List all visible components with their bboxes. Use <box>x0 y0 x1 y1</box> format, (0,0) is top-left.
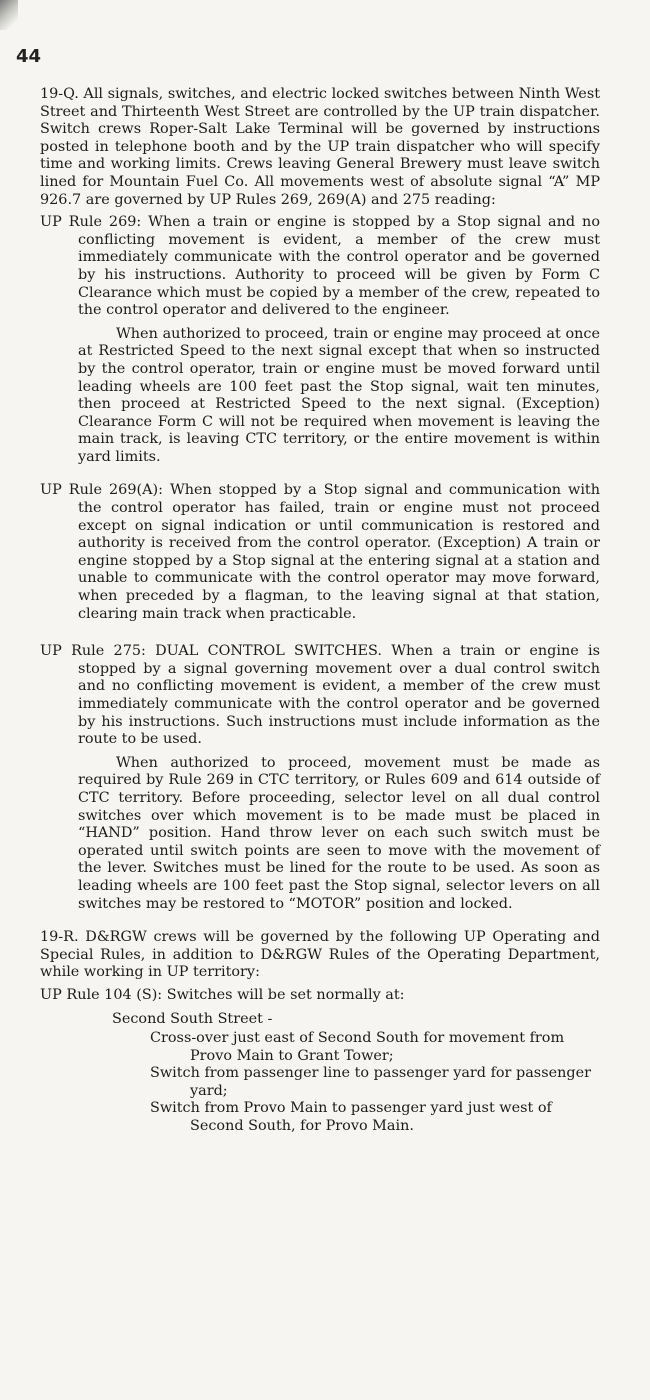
spacer <box>40 913 600 929</box>
spacer <box>40 627 600 643</box>
rule-275-continued: When authorized to proceed, movement must be made as required by Rule 269 in CTC territory, or Rules 609 and 614 outside of CTC territory. Before proceeding, selector level on all dual control switches over which movement is to be made must be placed in “HAND” position. Hand throw lever on each such switch must be operated until switch points are seen to move with the movement of the lever. Switches must be lined for the route to be used. As soon as leading wheels are 100 feet past the Stop signal, selector levers on all switches may be restored to “MOTOR” position and locked. <box>78 754 600 912</box>
page-corner-shadow <box>0 0 18 30</box>
rule-104s: UP Rule 104 (S): Switches will be set normally at: <box>40 986 405 1003</box>
switch-item: Switch from passenger line to passenger yard for passenger yard; <box>150 1065 591 1099</box>
page-content <box>40 86 600 1136</box>
switch-item: Switch from Provo Main to passenger yard just west of Second South, for Provo Main. <box>150 1100 552 1135</box>
rule-269a: UP Rule 269(A): When stopped by a Stop signal and communication with the control operator has failed, train or engine must not proceed except on signal indication or until communication is restored and authority is received from the control operator. (Exception) A train or engine stopped by a Stop signal at the entering signal at a station and unable to communicate with the control operator may move forward, when preceded by a flagman, to the leaving signal at that station, clearing main track when practicable. <box>40 482 600 622</box>
rule-275: UP Rule 275: DUAL CONTROL SWITCHES. When a train or engine is stopped by a signal governing movement over a dual control switch and no conflicting movement is evident, a member of the crew must immediately communicate with the control operator and be governed by his instructions. Such instructions must include information as the route to be used. <box>40 643 600 748</box>
spacer <box>40 466 600 482</box>
paragraph-19r: 19-R. D&RGW crews will be governed by the following UP Operating and Special Rules, in addition to D&RGW Rules of the Operating Department, while working in UP territory: <box>40 929 600 981</box>
switch-item: Cross-over just east of Second South for movement from Provo Main to Grant Tower; <box>150 1030 565 1064</box>
paragraph-19q: 19-Q. All signals, switches, and electric locked switches between Ninth West Street and Thirteenth West Street are controlled by the UP train dispatcher. Switch crews Roper-Salt Lake Terminal will be governed by instructions posted in telephone booth and by the UP train dispatcher who will specify time and working limits. Crews leaving General Brewery must leave switch lined for Mountain Fuel Co. All movements west of absolute signal “A” MP 926.7 are governed by UP Rules 269, 269(A) and 275 reading: <box>40 86 600 208</box>
location-heading: Second South Street - <box>112 1010 273 1027</box>
rule-269-continued: When authorized to proceed, train or engine may proceed at once at Restricted Speed to the next signal except that when so instructed by the control operator, train or engine must be moved forward until leading wheels are 100 feet past the Stop signal, wait ten minutes, then proceed at Restricted Speed to the next signal. (Exception) Clearance Form C will not be required when movement is leaving the main track, is leaving CTC territory, or the entire movement is within yard limits. <box>78 325 600 465</box>
page-number: 44 <box>16 46 42 67</box>
rule-269: UP Rule 269: When a train or engine is stopped by a Stop signal and no conflicting movement is evident, a member of the crew must immediately communicate with the control operator and be governed by his instructions. Authority to proceed will be given by Form C Clearance which must be copied by a member of the crew, repeated to the control operator and delivered to the engineer. <box>40 214 600 319</box>
